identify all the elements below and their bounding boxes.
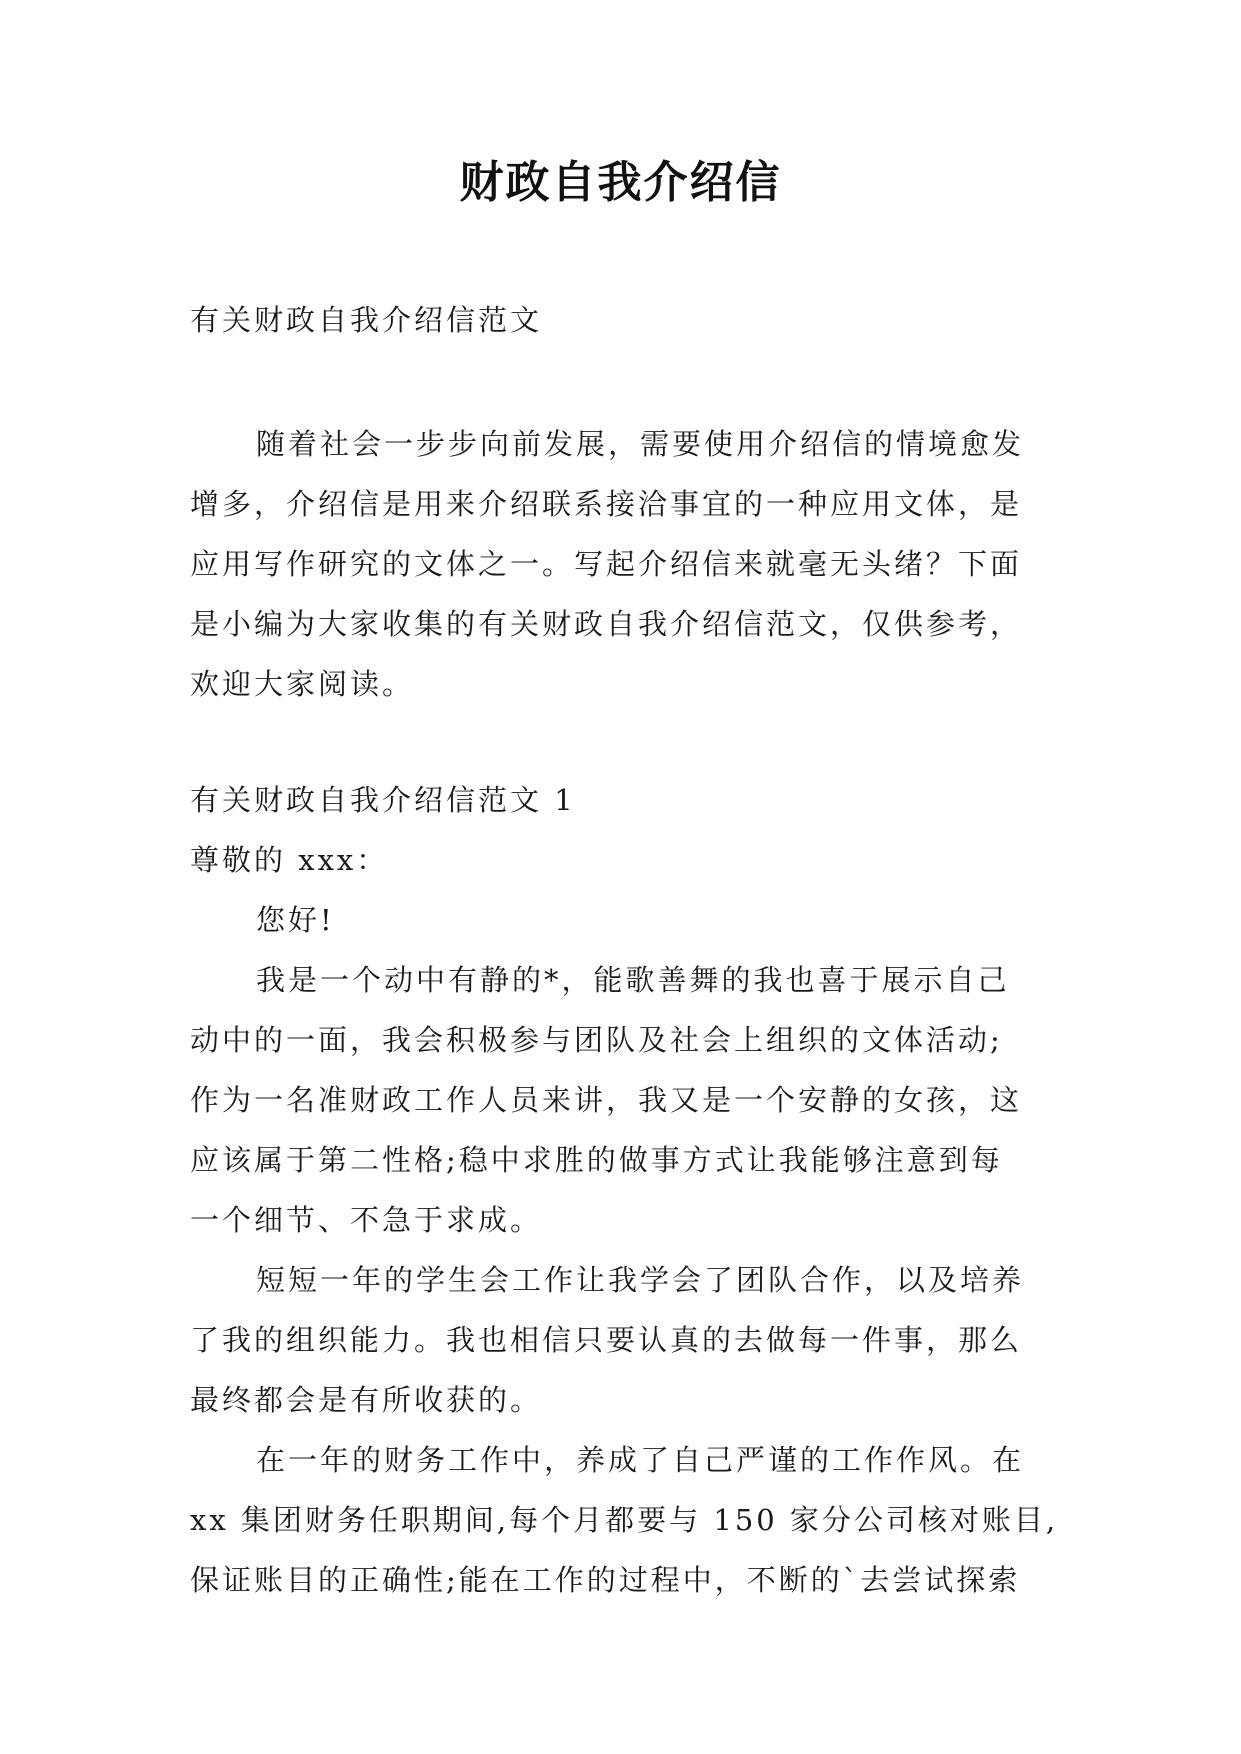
spacer [190, 714, 1065, 770]
greeting: 您好! [256, 903, 335, 937]
paragraph-line: 短短一年的学生会工作让我学会了团队合作，以及培养 [256, 1263, 1025, 1297]
paragraph-line: 一个细节、不急于求成。 [190, 1203, 543, 1237]
paragraph-line: 应该属于第二性格;稳中求胜的做事方式让我能够注意到每 [190, 1143, 1003, 1177]
paragraph-line: 动中的一面，我会积极参与团队及社会上组织的文体活动; [190, 1023, 1003, 1057]
intro-line: 应用写作研究的文体之一。写起介绍信来就毫无头绪？下面 [190, 547, 1023, 581]
paragraph-line: 作为一名准财政工作人员来讲，我又是一个安静的女孩，这 [190, 1083, 1023, 1117]
spacer [190, 350, 1065, 414]
intro-line: 随着社会一步步向前发展，需要使用介绍信的情境愈发 [256, 427, 1025, 461]
paragraph-2 [190, 1250, 1065, 1430]
section-heading: 有关财政自我介绍信范文 1 [190, 783, 576, 817]
paragraph-1 [190, 950, 1065, 1250]
paragraph-line: 了我的组织能力。我也相信只要认真的去做每一件事，那么 [190, 1323, 1023, 1357]
paragraph-line: 我是一个动中有静的*，能歌善舞的我也喜于展示自己 [256, 963, 1010, 997]
paragraph-line: 在一年的财务工作中，养成了自己严谨的工作作风。在 [256, 1443, 1025, 1477]
document-body [190, 290, 1065, 1610]
intro-paragraph [190, 414, 1065, 714]
document-subtitle: 有关财政自我介绍信范文 [190, 303, 543, 337]
intro-line: 欢迎大家阅读。 [190, 667, 415, 701]
paragraph-line: 最终都会是有所收获的。 [190, 1383, 543, 1417]
paragraph-3 [190, 1430, 1065, 1610]
paragraph-line: 保证账目的正确性;能在工作的过程中，不断的`去尝试探索 [190, 1563, 1021, 1597]
intro-line: 增多，介绍信是用来介绍联系接洽事宜的一种应用文体，是 [190, 487, 1023, 521]
salutation: 尊敬的 xxx： [190, 843, 389, 877]
document-title: 财政自我介绍信 [459, 157, 782, 208]
paragraph-line: xx 集团财务任职期间,每个月都要与 150 家分公司核对账目, [190, 1503, 1059, 1537]
intro-line: 是小编为大家收集的有关财政自我介绍信范文，仅供参考， [190, 607, 1023, 641]
